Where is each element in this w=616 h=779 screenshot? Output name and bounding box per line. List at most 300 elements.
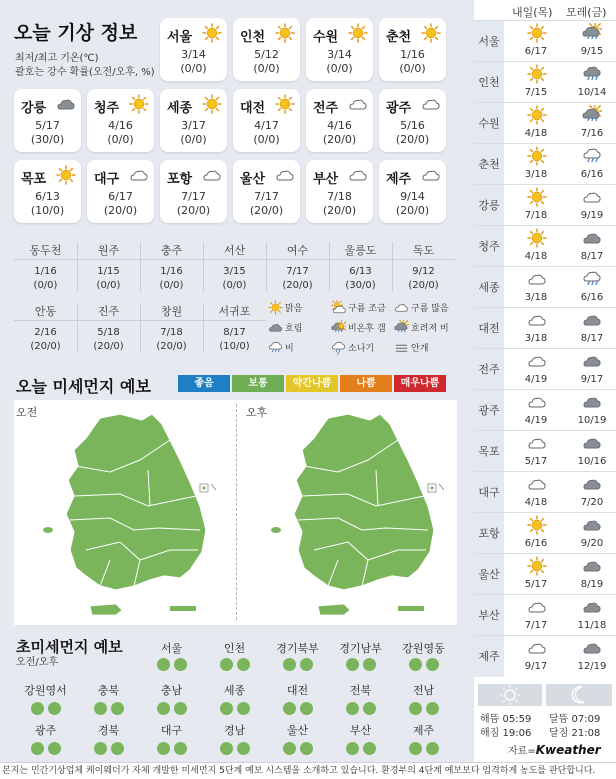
map-divider bbox=[236, 404, 237, 620]
forecast-d1-icon-wrap bbox=[527, 392, 547, 412]
fine-dust-am-dot bbox=[157, 658, 170, 671]
small-city-name: 서귀포 bbox=[218, 305, 251, 318]
cloud-dark-icon bbox=[56, 94, 76, 114]
small-city-temp: 1/16 bbox=[34, 266, 57, 277]
small-city-temp: 6/13 bbox=[349, 266, 372, 277]
city-card bbox=[160, 89, 227, 152]
day-after-header: 모레(금) bbox=[566, 6, 607, 19]
city-name: 전주 bbox=[313, 101, 339, 116]
cloud-icon bbox=[348, 165, 368, 185]
fine-dust-pm-dot bbox=[426, 742, 439, 755]
legend-label: 맑음 bbox=[285, 304, 303, 314]
forecast-city: 서울 bbox=[474, 21, 504, 62]
forecast-city: 인천 bbox=[474, 62, 504, 103]
forecast-d1-temp: 3/18 bbox=[524, 169, 548, 180]
fine-dust-am-dot bbox=[283, 658, 296, 671]
small-city-name: 진주 bbox=[97, 305, 120, 318]
forecast-d2-icon-wrap bbox=[582, 146, 602, 166]
forecast-d1-temp: 7/17 bbox=[524, 620, 548, 631]
forecast-d2-icon-wrap bbox=[582, 392, 602, 412]
fine-dust-pm-dot bbox=[363, 702, 376, 715]
cloud-dark-icon bbox=[582, 638, 602, 658]
sunset: 해짐 19:06 bbox=[480, 728, 532, 739]
small-city-rain: (10/0) bbox=[219, 341, 250, 352]
city-name: 강릉 bbox=[21, 101, 47, 116]
small-city-name: 동두천 bbox=[29, 244, 62, 257]
city-temp: 3/14 bbox=[181, 48, 206, 61]
cloud-icon bbox=[129, 165, 149, 185]
small-city-temp: 8/17 bbox=[223, 327, 246, 338]
legend-item bbox=[394, 340, 428, 355]
fine-dust-pm-dot bbox=[174, 658, 187, 671]
city-rain-prob: (0/0) bbox=[399, 62, 426, 75]
legend-item bbox=[394, 320, 449, 335]
fine-dust-region: 충북 bbox=[97, 684, 120, 697]
forecast-d1-icon-wrap bbox=[527, 310, 547, 330]
cloud-icon bbox=[582, 187, 602, 207]
fine-dust-am-dot bbox=[220, 658, 233, 671]
city-temp: 5/12 bbox=[254, 48, 279, 61]
forecast-row bbox=[474, 61, 616, 102]
fine-dust-pm-dot bbox=[111, 702, 124, 715]
fine-dust-pm-dot bbox=[363, 742, 376, 755]
cloud-icon bbox=[275, 165, 295, 185]
shower-icon bbox=[331, 340, 346, 355]
forecast-row bbox=[474, 512, 616, 553]
city-rain-prob: (20/0) bbox=[322, 204, 357, 217]
fine-dust-region: 전남 bbox=[412, 684, 435, 697]
city-name: 제주 bbox=[386, 172, 412, 187]
weather-icon-wrap bbox=[275, 94, 295, 114]
city-card bbox=[379, 89, 446, 152]
weather-icon-wrap bbox=[56, 94, 76, 114]
small-city-temp: 9/12 bbox=[412, 266, 435, 277]
fine-dust-region: 대전 bbox=[286, 684, 309, 697]
city-temp: 6/17 bbox=[108, 190, 133, 203]
small-city-name: 서산 bbox=[223, 244, 246, 257]
cloud-icon bbox=[527, 638, 547, 658]
cloud-icon bbox=[202, 165, 222, 185]
forecast-row bbox=[474, 225, 616, 266]
korea-map-am bbox=[30, 410, 230, 620]
forecast-city: 광주 bbox=[474, 390, 504, 431]
sun-box bbox=[478, 684, 542, 706]
weather-icon-wrap bbox=[202, 23, 222, 43]
legend-item bbox=[331, 340, 374, 355]
legend-icon-wrap bbox=[394, 300, 409, 315]
forecast-city: 수원 bbox=[474, 103, 504, 144]
forecast-d2-temp: 9/20 bbox=[580, 538, 604, 549]
forecast-city: 포항 bbox=[474, 513, 504, 554]
city-temp: 7/18 bbox=[327, 190, 352, 203]
row-divider bbox=[14, 259, 455, 260]
fine-dust-am-dot bbox=[283, 742, 296, 755]
legend-label: 비 bbox=[285, 344, 294, 354]
weather-icon-wrap bbox=[129, 165, 149, 185]
city-temp: 4/17 bbox=[254, 119, 279, 132]
legend-icon-wrap bbox=[394, 320, 409, 335]
forecast-d1-temp: 4/18 bbox=[524, 251, 548, 262]
sun-icon bbox=[527, 556, 547, 576]
legend-label: 흐림 bbox=[285, 324, 303, 334]
sun-rain-icon bbox=[582, 23, 602, 43]
fine-dust-region: 강원영동 bbox=[402, 642, 445, 655]
forecast-d1-icon-wrap bbox=[527, 433, 547, 453]
forecast-d2-icon-wrap bbox=[582, 310, 602, 330]
column-divider bbox=[392, 242, 393, 292]
moon-box bbox=[546, 684, 612, 706]
city-rain-prob: (20/0) bbox=[103, 204, 138, 217]
city-temp: 3/17 bbox=[181, 119, 206, 132]
small-city-temp: 2/16 bbox=[34, 327, 57, 338]
forecast-row bbox=[474, 184, 616, 225]
dust-title: 오늘 미세먼지 예보 bbox=[16, 377, 151, 396]
dust-level-badge: 좋음 bbox=[178, 375, 230, 392]
forecast-d2-temp: 6/16 bbox=[580, 292, 604, 303]
dust-level-badge: 약간나쁨 bbox=[286, 375, 338, 392]
column-divider bbox=[266, 242, 267, 292]
forecast-city: 전주 bbox=[474, 349, 504, 390]
city-name: 인천 bbox=[240, 30, 266, 45]
forecast-d2-icon-wrap bbox=[582, 638, 602, 658]
city-rain-prob: (0/0) bbox=[326, 62, 353, 75]
forecast-d2-temp: 8/17 bbox=[580, 333, 604, 344]
fine-dust-region: 전북 bbox=[349, 684, 372, 697]
dust-level-badge: 보통 bbox=[232, 375, 284, 392]
city-rain-prob: (20/0) bbox=[395, 133, 430, 146]
city-card bbox=[379, 18, 446, 81]
fine-dust-pm-dot bbox=[111, 742, 124, 755]
forecast-d2-icon-wrap bbox=[582, 64, 602, 84]
city-rain-prob: (0/0) bbox=[107, 133, 134, 146]
sunrise: 해뜸 05:59 bbox=[480, 714, 532, 725]
fine-dust-am-dot bbox=[157, 702, 170, 715]
weather-icon-wrap bbox=[421, 165, 441, 185]
fine-dust-region: 경북 bbox=[97, 724, 120, 737]
city-name: 울산 bbox=[240, 172, 266, 187]
legend-label: 소나기 bbox=[348, 344, 375, 354]
fine-dust-subtitle: 오전/오후 bbox=[16, 657, 59, 668]
cloud-dark-icon bbox=[582, 351, 602, 371]
city-name: 포항 bbox=[167, 172, 193, 187]
temp-unit-note: 최저/최고 기온(℃) bbox=[15, 53, 99, 64]
cloud-icon bbox=[527, 351, 547, 371]
city-temp: 4/16 bbox=[327, 119, 352, 132]
forecast-city: 청주 bbox=[474, 226, 504, 267]
fine-dust-region: 부산 bbox=[349, 724, 372, 737]
forecast-row bbox=[474, 307, 616, 348]
forecast-row bbox=[474, 635, 616, 676]
small-city-temp: 7/17 bbox=[286, 266, 309, 277]
fine-dust-pm-dot bbox=[426, 658, 439, 671]
small-city-temp: 7/18 bbox=[160, 327, 183, 338]
cloud-dark-icon bbox=[582, 228, 602, 248]
sun-icon bbox=[129, 94, 149, 114]
forecast-d1-icon-wrap bbox=[527, 23, 547, 43]
fine-dust-region: 대구 bbox=[160, 724, 183, 737]
forecast-d1-temp: 4/19 bbox=[524, 415, 548, 426]
weather-icon-wrap bbox=[348, 165, 368, 185]
legend-icon-wrap bbox=[331, 320, 346, 335]
city-card bbox=[160, 160, 227, 223]
forecast-d2-icon-wrap bbox=[582, 433, 602, 453]
weather-icon-wrap bbox=[421, 94, 441, 114]
small-city-temp: 3/15 bbox=[223, 266, 246, 277]
city-card bbox=[233, 160, 300, 223]
moon-outline-icon bbox=[546, 684, 612, 706]
legend-label: 구름 조금 bbox=[348, 304, 386, 314]
fine-dust-am-dot bbox=[346, 658, 359, 671]
weather-icon-wrap bbox=[421, 23, 441, 43]
forecast-d2-temp: 10/14 bbox=[577, 87, 607, 98]
small-city-rain: (20/0) bbox=[156, 341, 187, 352]
city-card bbox=[379, 160, 446, 223]
small-city-rain: (30/0) bbox=[345, 280, 376, 291]
column-divider bbox=[77, 242, 78, 292]
forecast-row bbox=[474, 143, 616, 184]
city-temp: 1/16 bbox=[400, 48, 425, 61]
forecast-row bbox=[474, 594, 616, 635]
small-city-rain: (0/0) bbox=[33, 280, 58, 291]
legend-icon-wrap bbox=[268, 340, 283, 355]
fine-dust-pm-dot bbox=[174, 742, 187, 755]
city-card bbox=[160, 18, 227, 81]
forecast-d2-temp: 8/19 bbox=[580, 579, 604, 590]
sun-icon bbox=[527, 105, 547, 125]
small-city-temp: 1/15 bbox=[97, 266, 120, 277]
sun-icon bbox=[527, 64, 547, 84]
fine-dust-am-dot bbox=[94, 742, 107, 755]
dust-level-badge: 나쁨 bbox=[340, 375, 392, 392]
cloud-icon bbox=[527, 392, 547, 412]
rain-icon bbox=[268, 340, 283, 355]
city-name: 부산 bbox=[313, 172, 339, 187]
forecast-d1-icon-wrap bbox=[527, 228, 547, 248]
forecast-d2-temp: 12/19 bbox=[577, 661, 607, 672]
legend-icon-wrap bbox=[331, 340, 346, 355]
forecast-d1-temp: 3/18 bbox=[524, 292, 548, 303]
forecast-city: 춘천 bbox=[474, 144, 504, 185]
sun-rain-icon bbox=[582, 105, 602, 125]
forecast-d2-temp: 9/19 bbox=[580, 210, 604, 221]
fine-dust-pm-dot bbox=[237, 702, 250, 715]
weather-icon-wrap bbox=[348, 23, 368, 43]
forecast-d2-temp: 10/16 bbox=[577, 456, 607, 467]
sun-rain-icon bbox=[394, 320, 409, 335]
city-rain-prob: (10/0) bbox=[30, 204, 65, 217]
legend-item bbox=[268, 300, 302, 315]
city-name: 청주 bbox=[94, 101, 120, 116]
city-rain-prob: (0/0) bbox=[180, 133, 207, 146]
forecast-row bbox=[474, 348, 616, 389]
fine-dust-am-dot bbox=[346, 702, 359, 715]
forecast-d1-temp: 4/19 bbox=[524, 374, 548, 385]
fine-dust-region: 인천 bbox=[223, 642, 246, 655]
page-title: 오늘 기상 정보 bbox=[14, 22, 138, 44]
forecast-d2-icon-wrap bbox=[582, 556, 602, 576]
forecast-d1-temp: 6/16 bbox=[524, 538, 548, 549]
legend-icon-wrap bbox=[268, 300, 283, 315]
fine-dust-am-dot bbox=[409, 658, 422, 671]
fine-dust-region: 충남 bbox=[160, 684, 183, 697]
weather-icon-wrap bbox=[348, 94, 368, 114]
rain-icon bbox=[582, 269, 602, 289]
city-rain-prob: (0/0) bbox=[253, 133, 280, 146]
map-am-label: 오전 bbox=[16, 406, 38, 419]
sun-icon bbox=[56, 165, 76, 185]
fine-dust-am-dot bbox=[409, 742, 422, 755]
fine-dust-pm-dot bbox=[174, 702, 187, 715]
fine-dust-pm-dot bbox=[237, 742, 250, 755]
forecast-d2-temp: 8/17 bbox=[580, 251, 604, 262]
rain-prob-note: 괄호는 강수 확률(오전/오후, %) bbox=[15, 67, 155, 78]
forecast-d1-icon-wrap bbox=[527, 597, 547, 617]
moonrise: 달뜸 07:09 bbox=[549, 714, 601, 725]
fine-dust-am-dot bbox=[283, 702, 296, 715]
legend-icon-wrap bbox=[268, 320, 283, 335]
small-city-temp: 1/16 bbox=[160, 266, 183, 277]
row-divider bbox=[14, 320, 266, 321]
cloud-icon bbox=[527, 433, 547, 453]
fine-dust-pm-dot bbox=[300, 742, 313, 755]
rain-sun-icon bbox=[331, 320, 346, 335]
forecast-d1-icon-wrap bbox=[527, 474, 547, 494]
fine-dust-am-dot bbox=[94, 702, 107, 715]
fine-dust-region: 강원영서 bbox=[24, 684, 67, 697]
forecast-d2-icon-wrap bbox=[582, 269, 602, 289]
rain-dark-icon bbox=[582, 64, 602, 84]
forecast-row bbox=[474, 430, 616, 471]
forecast-row bbox=[474, 553, 616, 594]
column-divider bbox=[140, 303, 141, 353]
fine-dust-am-dot bbox=[346, 742, 359, 755]
footer-note: 본지는 민간기상업체 케이웨더가 자체 개발한 미세먼지 5단계 예보 시스템을 소개하고 있습니다. 환경부의 4단계 예보보다 엄격하게 농도를 판단합니다. bbox=[0, 762, 616, 779]
city-name: 서울 bbox=[167, 30, 193, 45]
legend-icon-wrap bbox=[394, 340, 409, 355]
fine-dust-am-dot bbox=[220, 702, 233, 715]
fine-dust-region: 세종 bbox=[223, 684, 246, 697]
city-rain-prob: (30/0) bbox=[30, 133, 65, 146]
cloud-dark-icon bbox=[582, 597, 602, 617]
cloud-icon bbox=[421, 94, 441, 114]
forecast-table bbox=[474, 20, 616, 680]
forecast-row bbox=[474, 389, 616, 430]
small-city-name: 창원 bbox=[160, 305, 183, 318]
forecast-d1-icon-wrap bbox=[527, 351, 547, 371]
legend-icon-wrap bbox=[331, 300, 346, 315]
city-temp: 5/17 bbox=[35, 119, 60, 132]
tomorrow-header: 내일(목) bbox=[512, 6, 553, 19]
city-temp: 7/17 bbox=[254, 190, 279, 203]
forecast-city: 제주 bbox=[474, 636, 504, 677]
small-city-rain: (0/0) bbox=[222, 280, 247, 291]
city-card bbox=[233, 18, 300, 81]
kweather-logo: Kweather bbox=[535, 743, 601, 757]
small-city-name: 울릉도 bbox=[344, 244, 377, 257]
fine-dust-pm-dot bbox=[237, 658, 250, 671]
small-city-name: 여수 bbox=[286, 244, 309, 257]
legend-item bbox=[331, 300, 386, 315]
legend-label: 비온후 갬 bbox=[348, 324, 386, 334]
small-city-rain: (0/0) bbox=[96, 280, 121, 291]
sun-icon bbox=[527, 187, 547, 207]
small-city-name: 독도 bbox=[412, 244, 435, 257]
city-temp: 3/14 bbox=[327, 48, 352, 61]
fine-dust-title: 초미세먼지 예보 bbox=[16, 638, 123, 656]
sun-cloud-icon bbox=[331, 300, 346, 315]
legend-label: 안개 bbox=[411, 344, 429, 354]
city-rain-prob: (20/0) bbox=[395, 204, 430, 217]
sun-icon bbox=[348, 23, 368, 43]
city-name: 세종 bbox=[167, 101, 193, 116]
cloud-icon bbox=[527, 474, 547, 494]
cloud-dark-icon bbox=[582, 392, 602, 412]
forecast-d1-icon-wrap bbox=[527, 105, 547, 125]
forecast-d2-temp: 7/20 bbox=[580, 497, 604, 508]
city-card bbox=[306, 160, 373, 223]
cloud-dark-icon bbox=[582, 474, 602, 494]
forecast-row bbox=[474, 20, 616, 61]
legend-item bbox=[331, 320, 386, 335]
forecast-d2-temp: 9/17 bbox=[580, 374, 604, 385]
forecast-d2-icon-wrap bbox=[582, 351, 602, 371]
cloud-icon bbox=[421, 165, 441, 185]
rain-icon bbox=[582, 146, 602, 166]
sun-icon bbox=[275, 23, 295, 43]
forecast-d1-temp: 5/17 bbox=[524, 456, 548, 467]
sun-outline-icon bbox=[478, 684, 542, 706]
fine-dust-pm-dot bbox=[300, 658, 313, 671]
fine-dust-am-dot bbox=[220, 742, 233, 755]
forecast-d2-icon-wrap bbox=[582, 515, 602, 535]
forecast-d1-icon-wrap bbox=[527, 515, 547, 535]
forecast-d1-icon-wrap bbox=[527, 64, 547, 84]
forecast-d1-temp: 5/17 bbox=[524, 579, 548, 590]
sun-icon bbox=[527, 146, 547, 166]
city-temp: 7/17 bbox=[181, 190, 206, 203]
small-city-rain: (20/0) bbox=[408, 280, 439, 291]
fine-dust-region: 경기남부 bbox=[339, 642, 382, 655]
fine-dust-pm-dot bbox=[48, 702, 61, 715]
forecast-d1-temp: 9/17 bbox=[524, 661, 548, 672]
forecast-d1-icon-wrap bbox=[527, 556, 547, 576]
small-city-name: 안동 bbox=[34, 305, 57, 318]
city-name: 수원 bbox=[313, 30, 339, 45]
sun-icon bbox=[527, 515, 547, 535]
forecast-city: 세종 bbox=[474, 267, 504, 308]
forecast-d1-temp: 4/18 bbox=[524, 497, 548, 508]
weather-icon-wrap bbox=[202, 165, 222, 185]
forecast-city: 목포 bbox=[474, 431, 504, 472]
forecast-d1-icon-wrap bbox=[527, 187, 547, 207]
korea-map-pm bbox=[258, 410, 458, 620]
city-temp: 5/16 bbox=[400, 119, 425, 132]
forecast-d2-icon-wrap bbox=[582, 187, 602, 207]
small-city-rain: (20/0) bbox=[282, 280, 313, 291]
forecast-row bbox=[474, 102, 616, 143]
fine-dust-am-dot bbox=[409, 702, 422, 715]
forecast-d1-temp: 7/18 bbox=[524, 210, 548, 221]
fine-dust-pm-dot bbox=[48, 742, 61, 755]
cloud-dark-icon bbox=[582, 556, 602, 576]
fine-dust-am-dot bbox=[31, 702, 44, 715]
forecast-d2-temp: 7/16 bbox=[580, 128, 604, 139]
small-city-rain: (20/0) bbox=[30, 341, 61, 352]
city-rain-prob: (20/0) bbox=[176, 204, 211, 217]
sun-icon bbox=[421, 23, 441, 43]
weather-icon-wrap bbox=[129, 94, 149, 114]
forecast-d2-temp: 6/16 bbox=[580, 169, 604, 180]
